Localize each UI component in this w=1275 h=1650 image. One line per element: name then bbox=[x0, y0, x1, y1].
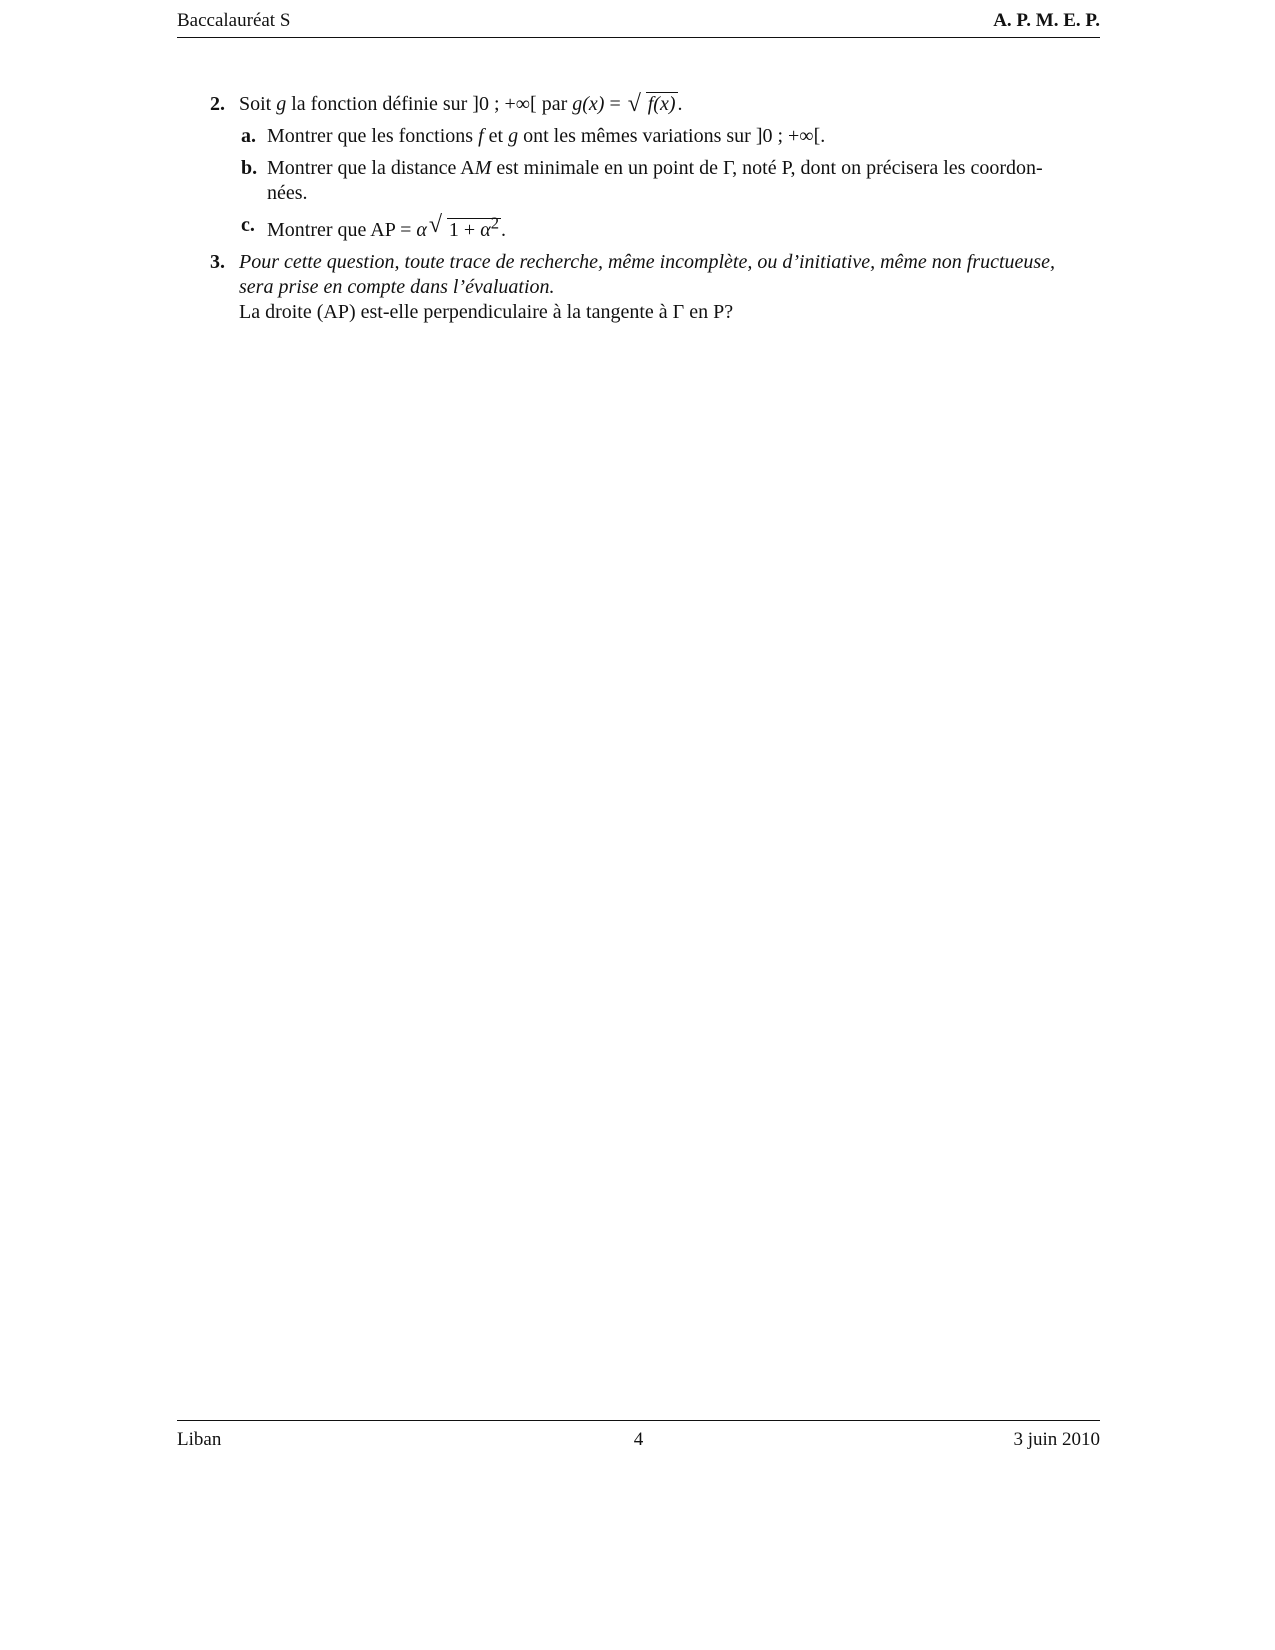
page-number: 4 bbox=[633, 1429, 644, 1450]
question-text: La droite (AP) est-elle perpendiculaire à la tangente à Γ en P? bbox=[239, 300, 734, 323]
subquestion-text: Montrer que les fonctions f et g ont les mêmes variations sur ]0 ; +∞[. bbox=[267, 125, 826, 147]
question-number: 2. bbox=[210, 93, 225, 115]
question-text: Soit g la fonction définie sur ]0 ; +∞[ par g(x) = √ f(x) . bbox=[239, 91, 683, 117]
square-root: √ f(x) bbox=[627, 91, 676, 117]
question-2c bbox=[177, 213, 1100, 243]
footer-location: Liban bbox=[177, 1429, 222, 1450]
instruction-line-1: Pour cette question, toute trace de recherche, même incomplète, ou d’initiative, même non fructueuse, bbox=[239, 250, 1056, 273]
subquestion-text: Montrer que AP = α √ $1 + \alpha^2$ . bbox=[267, 212, 507, 241]
question-3 bbox=[177, 250, 1100, 325]
instruction-line-2: sera prise en compte dans l’évaluation. bbox=[239, 275, 555, 298]
question-2 bbox=[177, 92, 1100, 117]
subquestion-text: Montrer que la distance AM est minimale en un point de Γ, noté P, dont on précisera les coordon- nées. bbox=[267, 157, 1043, 204]
header-publisher: A. P. M. E. P. bbox=[993, 10, 1100, 31]
subquestion-label: c. bbox=[241, 214, 255, 236]
question-2a bbox=[177, 124, 1100, 149]
header-exam-title: Baccalauréat S bbox=[177, 10, 291, 31]
document-body bbox=[177, 92, 1100, 332]
question-number: 3. bbox=[210, 250, 225, 273]
subquestion-label: b. bbox=[241, 157, 258, 179]
square-root: √ $1 + \alpha^2$ bbox=[428, 212, 500, 241]
page-footer bbox=[177, 1420, 1100, 1461]
page-header bbox=[177, 10, 1100, 38]
subquestion-label: a. bbox=[241, 125, 256, 147]
question-2b bbox=[177, 156, 1100, 206]
footer-date: 3 juin 2010 bbox=[1013, 1429, 1100, 1450]
